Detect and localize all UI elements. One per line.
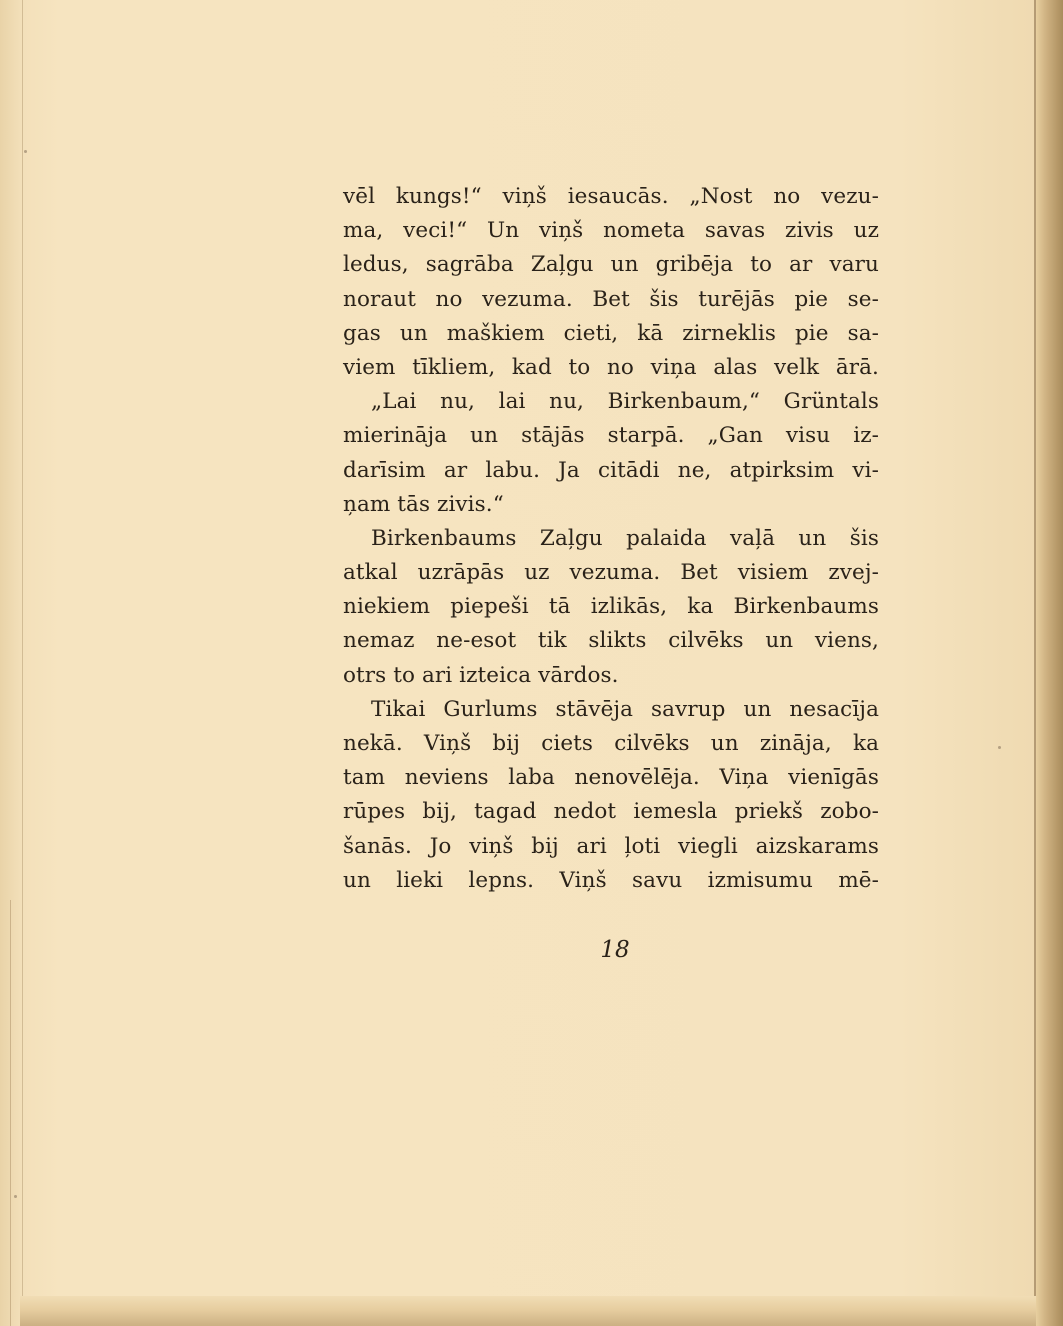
text-line: gas un maškiem cieti, kā zirneklis pie sa-	[343, 320, 879, 346]
text-line: šanās. Jo viņš bij ari ļoti viegli aizskarams	[343, 833, 879, 859]
text-line: otrs to ari izteica vārdos.	[343, 662, 619, 688]
text-line: un lieki lepns. Viņš savu izmisumu mē-	[343, 867, 879, 893]
text-line: atkal uzrāpās uz vezuma. Bet visiem zvej-	[343, 560, 879, 586]
text-line: niekiem piepeši tā izlikās, ka Birkenbaums	[343, 594, 879, 620]
text-line: tam neviens laba nenovēlēja. Viņa vienīgās	[343, 765, 879, 791]
page-number: 18	[600, 937, 630, 963]
paper-speck	[24, 150, 27, 153]
page-bottom-edge	[20, 1296, 1036, 1326]
text-line: rūpes bij, tagad nedot iemesla priekš zobo-	[343, 799, 879, 825]
text-line: darīsim ar labu. Ja citādi ne, atpirksim vi-	[343, 457, 879, 483]
paper-speck	[998, 746, 1001, 749]
text-line: vēl kungs!“ viņš iesaucās. „Nost no vezu-	[343, 184, 879, 209]
text-line: ma, veci!“ Un viņš nometa savas zivis uz	[343, 218, 879, 244]
text-line: noraut no vezuma. Bet šis turējās pie se-	[343, 286, 879, 312]
text-line: mierināja un stājās starpā. „Gan visu iz-	[343, 423, 879, 449]
text-line: ņam tās zivis.“	[343, 491, 504, 517]
body-text	[343, 180, 879, 898]
page-gutter-line	[22, 0, 23, 1326]
text-line: ledus, sagrāba Zaļgu un gribēja to ar varu	[343, 252, 879, 278]
page-right-edge	[1036, 0, 1063, 1326]
text-line: nemaz ne-esot tik slikts cilvēks un viens,	[343, 628, 879, 654]
text-line: Tikai Gurlums stāvēja savrup un nesacīja	[371, 696, 879, 722]
paper-speck	[14, 1195, 17, 1198]
text-line: „Lai nu, lai nu, Birkenbaum,“ Grüntals	[371, 389, 879, 415]
text-line: nekā. Viņš bij ciets cilvēks un zināja, ka	[343, 731, 879, 756]
text-line: viem tīkliem, kad to no viņa alas velk ārā.	[343, 354, 879, 380]
text-line: Birkenbaums Zaļgu palaida vaļā un šis	[371, 525, 879, 551]
page-binding-line	[10, 900, 11, 1326]
